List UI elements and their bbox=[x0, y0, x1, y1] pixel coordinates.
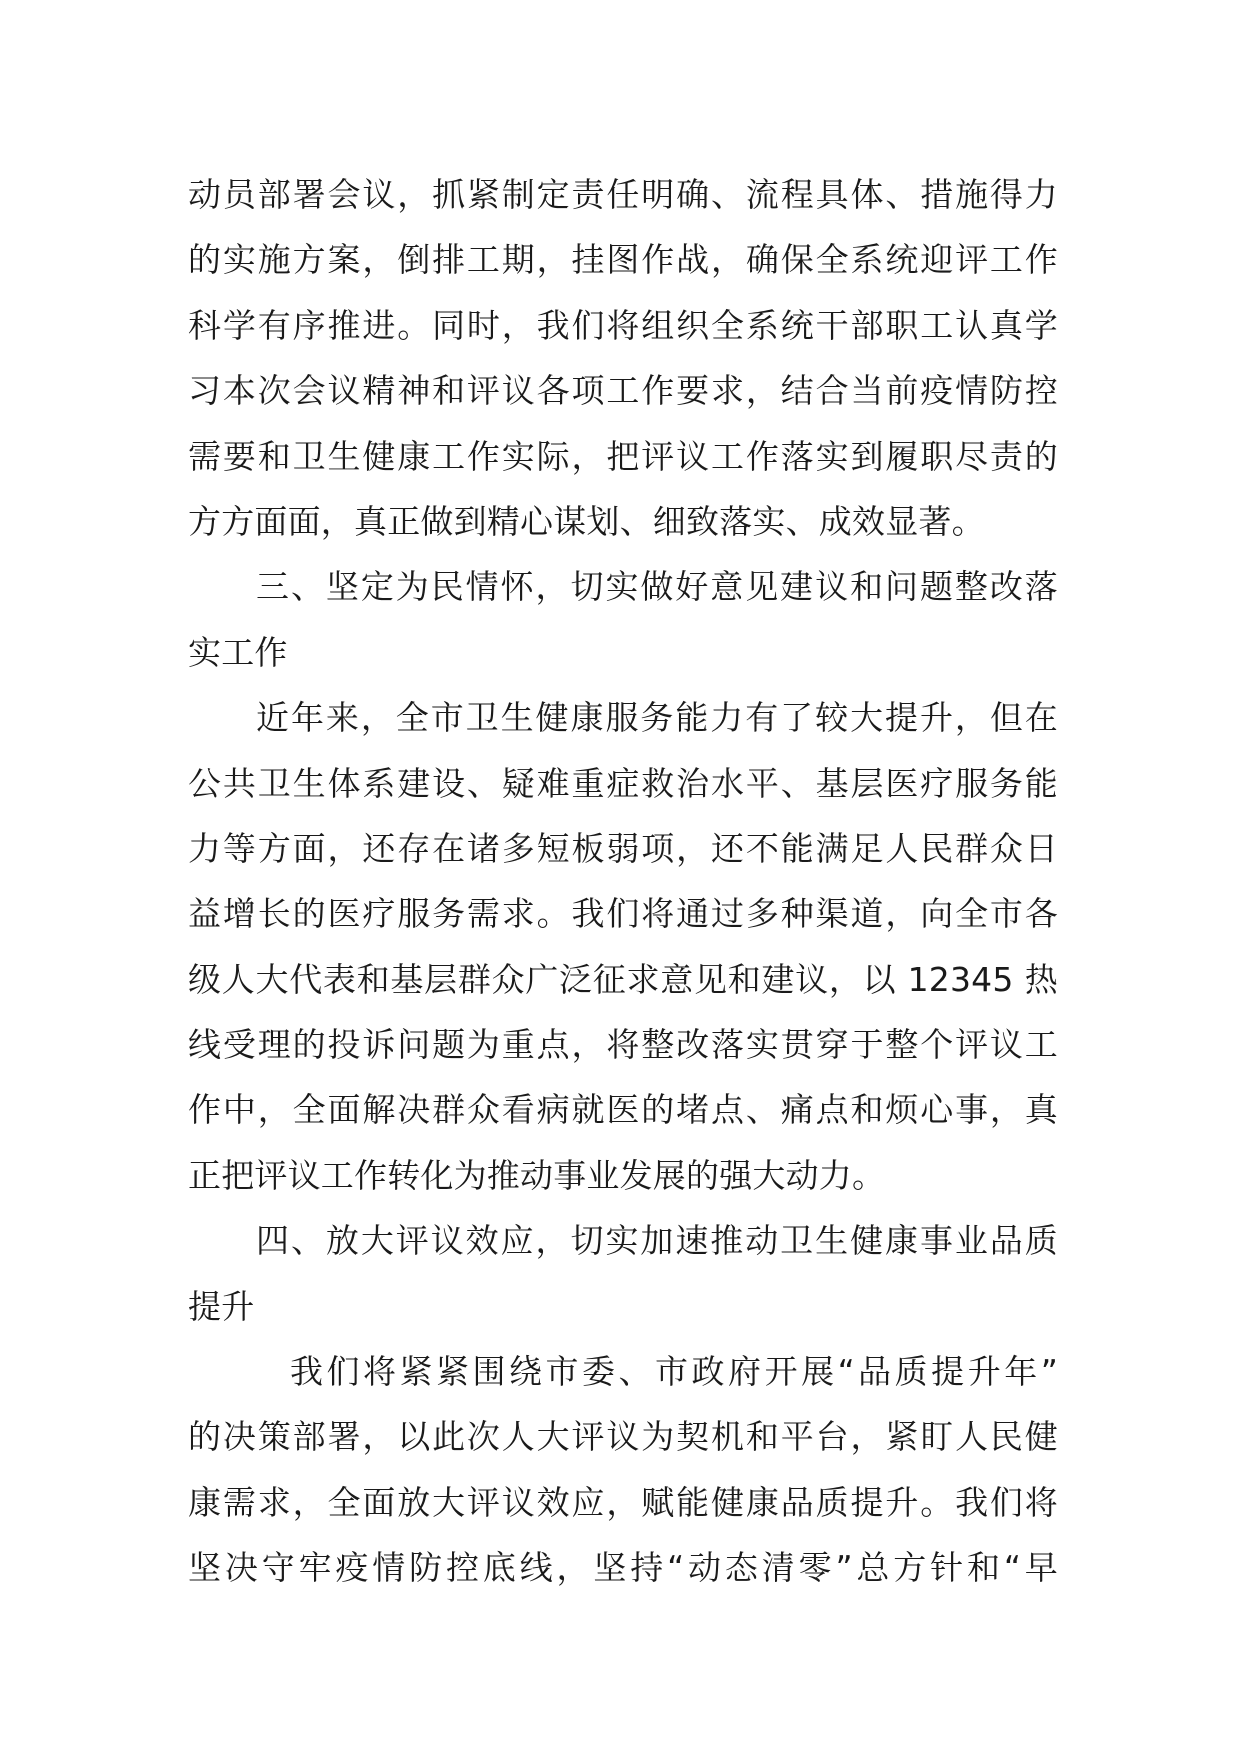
text-line: 我们将紧紧围绕市委、市政府开展“品质提升年” bbox=[290, 1352, 1058, 1392]
text-line: 线受理的投诉问题为重点，将整改落实贯穿于整个评议工 bbox=[188, 1025, 1058, 1065]
text-line: 的实施方案，倒排工期，挂图作战，确保全系统迎评工作 bbox=[188, 240, 1058, 280]
text-line: 科学有序推进。同时，我们将组织全系统干部职工认真学 bbox=[188, 305, 1058, 345]
text-line: 坚决守牢疫情防控底线，坚持“动态清零”总方针和“早 bbox=[188, 1548, 1058, 1588]
text-line: 的决策部署，以此次人大评议为契机和平台，紧盯人民健 bbox=[188, 1417, 1058, 1457]
text-line: 四、放大评议效应，切实加速推动卫生健康事业品质 bbox=[256, 1221, 1058, 1261]
text-line: 提升 bbox=[188, 1286, 255, 1326]
text-line: 公共卫生体系建设、疑难重症救治水平、基层医疗服务能 bbox=[188, 763, 1058, 803]
document-body bbox=[188, 162, 1058, 1601]
text-line: 习本次会议精神和评议各项工作要求，结合当前疫情防控 bbox=[188, 371, 1058, 411]
text-line: 需要和卫生健康工作实际，把评议工作落实到履职尽责的 bbox=[188, 436, 1058, 476]
text-line: 益增长的医疗服务需求。我们将通过多种渠道，向全市各 bbox=[188, 894, 1058, 934]
text-line: 力等方面，还存在诸多短板弱项，还不能满足人民群众日 bbox=[188, 828, 1058, 868]
text-line: 方方面面，真正做到精心谋划、细致落实、成效显著。 bbox=[188, 501, 985, 541]
text-line: 动员部署会议，抓紧制定责任明确、流程具体、措施得力 bbox=[188, 175, 1058, 214]
text-line: 级人大代表和基层群众广泛征求意见和建议，以 12345 热 bbox=[188, 959, 1058, 999]
text-line: 实工作 bbox=[188, 632, 288, 672]
text-line: 作中，全面解决群众看病就医的堵点、痛点和烦心事，真 bbox=[188, 1090, 1058, 1130]
text-line: 近年来，全市卫生健康服务能力有了较大提升，但在 bbox=[256, 698, 1058, 738]
text-line: 康需求，全面放大评议效应，赋能健康品质提升。我们将 bbox=[188, 1482, 1058, 1522]
text-line: 正把评议工作转化为推动事业发展的强大动力。 bbox=[188, 1155, 886, 1195]
text-line: 三、坚定为民情怀，切实做好意见建议和问题整改落 bbox=[256, 567, 1058, 607]
